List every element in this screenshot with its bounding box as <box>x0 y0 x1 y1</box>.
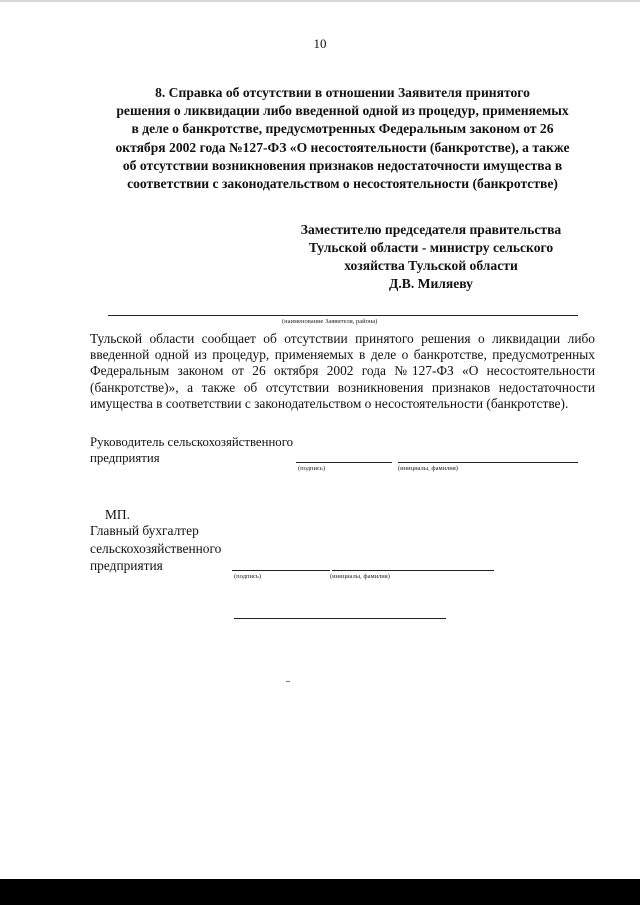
addressee-line: Тульской области - министру сельского <box>308 240 554 255</box>
head-name-line <box>398 462 578 463</box>
accountant-label-line: предприятия <box>90 558 163 573</box>
scan-bottom-edge <box>0 879 640 905</box>
closing-rule <box>234 618 446 619</box>
accountant-label-line: сельскохозяйственного <box>90 540 222 556</box>
head-label-line: предприятия <box>90 451 160 465</box>
head-name-caption: (инициалы, фамилия) <box>398 465 458 472</box>
scan-speck <box>286 681 290 682</box>
addressee-line: Д.В. Миляеву <box>389 276 473 291</box>
heading-line: в деле о банкротстве, предусмотренных Федеральным законом от 26 <box>131 121 554 137</box>
head-signature-caption: (подпись) <box>298 465 325 472</box>
accountant-name-caption: (инициалы, фамилия) <box>330 573 390 580</box>
accountant-name-line <box>332 570 494 571</box>
heading-line: октября 2002 года №127-ФЗ «О несостоятельности (банкротстве), а также <box>115 139 570 155</box>
head-signature-label <box>90 434 293 466</box>
statement-body: Тульской области сообщает об отсутствии принятого решения о ликвидации либо введенной одной из процедур, применяемых в деле о банкротстве, предусмотренных Федеральным законом от 26 октября 2002 года №127-ФЗ «О несостоятельности (банкротстве)», а также об отсутствии возникновения признаков недостаточности имущества в соответствии с законодательством о несостоятельности (банкротстве). <box>90 331 595 411</box>
heading-line: 8. Справка об отсутствии в отношении Заявителя принятого <box>155 85 530 100</box>
accountant-signature-label <box>90 522 221 575</box>
addressee-line: Заместителю председателя правительства <box>300 222 562 237</box>
document-heading <box>80 84 605 193</box>
head-label-line: Руководитель сельскохозяйственного <box>90 435 294 449</box>
head-signature-line <box>296 462 392 463</box>
accountant-signature-line <box>232 570 330 571</box>
accountant-label-line: Главный бухгалтер <box>90 523 199 538</box>
page-number: 10 <box>313 36 327 51</box>
heading-line: решения о ликвидации либо введенной одной из процедур, применяемых <box>116 103 569 119</box>
applicant-name-line <box>108 315 578 316</box>
addressee-block <box>270 221 592 293</box>
heading-line: об отсутствии возникновения признаков недостаточности имущества в <box>122 157 563 173</box>
addressee-line: хозяйства Тульской области <box>344 258 518 273</box>
stamp-label: МП. <box>105 507 130 522</box>
applicant-name-caption: (наименование Заявителя, района) <box>282 318 378 325</box>
scan-top-edge <box>0 0 640 2</box>
accountant-signature-caption: (подпись) <box>234 573 261 580</box>
heading-line: соответствии с законодательством о несостоятельности (банкротстве) <box>127 176 558 192</box>
